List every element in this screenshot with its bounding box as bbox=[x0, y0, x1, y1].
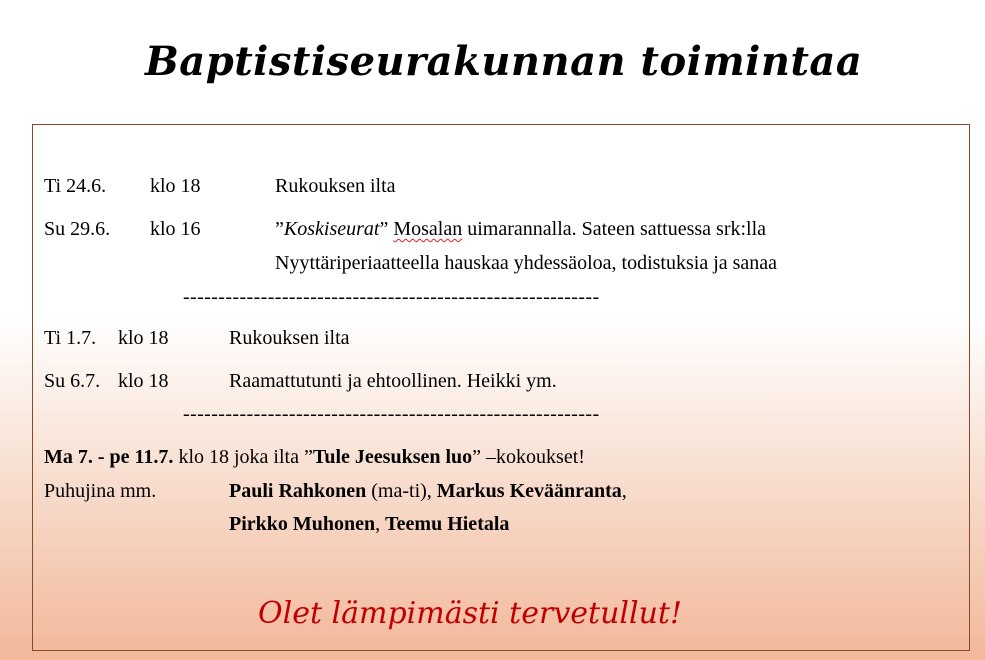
event-description: Rukouksen ilta bbox=[229, 327, 350, 349]
separator-line: ----------------------------------------------------------- bbox=[183, 286, 600, 308]
speaker-name: Pauli Rahkonen bbox=[229, 480, 367, 502]
separator-line: ----------------------------------------------------------- bbox=[183, 403, 600, 425]
speaker-note: (ma-ti), bbox=[366, 480, 437, 502]
quote-close: ” bbox=[379, 218, 394, 240]
speaker-separator: , bbox=[375, 513, 386, 535]
speakers-line2 bbox=[229, 513, 509, 535]
event-time: klo 16 bbox=[150, 218, 201, 240]
event-day: Su 6.7. bbox=[44, 370, 101, 392]
meetings-name: Tule Jeesuksen luo bbox=[312, 446, 473, 468]
event-time: klo 18 bbox=[118, 370, 169, 392]
meetings-dates: Ma 7. - pe 11.7. bbox=[44, 446, 174, 468]
speaker-comma: , bbox=[621, 480, 627, 502]
speaker-name: Markus Keväänranta bbox=[436, 480, 622, 502]
speaker-name: Teemu Hietala bbox=[385, 513, 510, 535]
closing-greeting: Olet lämpimästi tervetullut! bbox=[258, 596, 683, 631]
speakers-line1 bbox=[229, 480, 627, 502]
event-day: Su 29.6. bbox=[44, 218, 111, 240]
event-description: Rukouksen ilta bbox=[275, 175, 396, 197]
speaker-name: Pirkko Muhonen bbox=[229, 513, 376, 535]
event-time: klo 18 bbox=[118, 327, 169, 349]
event-time: klo 18 bbox=[150, 175, 201, 197]
page-title: Baptistiseurakunnan toimintaa bbox=[145, 38, 863, 85]
event-description: Raamattutunti ja ehtoollinen. Heikki ym. bbox=[229, 370, 557, 392]
meetings-line bbox=[44, 446, 585, 468]
event-description bbox=[275, 218, 766, 240]
event-description-rest: uimarannalla. Sateen sattuessa srk:lla bbox=[462, 218, 767, 240]
event-description-line2: Nyyttäriperiaatteella hauskaa yhdessäoloa, todistuksia ja sanaa bbox=[275, 252, 778, 274]
quote-open: ” bbox=[275, 218, 284, 240]
place-name: Mosalan bbox=[393, 218, 463, 240]
meetings-time: klo 18 joka ilta ” bbox=[173, 446, 313, 468]
meetings-suffix: ” –kokoukset! bbox=[472, 446, 585, 468]
event-day: Ti 24.6. bbox=[44, 175, 107, 197]
event-title-italic: Koskiseurat bbox=[283, 218, 380, 240]
event-day: Ti 1.7. bbox=[44, 327, 97, 349]
speakers-label: Puhujina mm. bbox=[44, 480, 157, 502]
